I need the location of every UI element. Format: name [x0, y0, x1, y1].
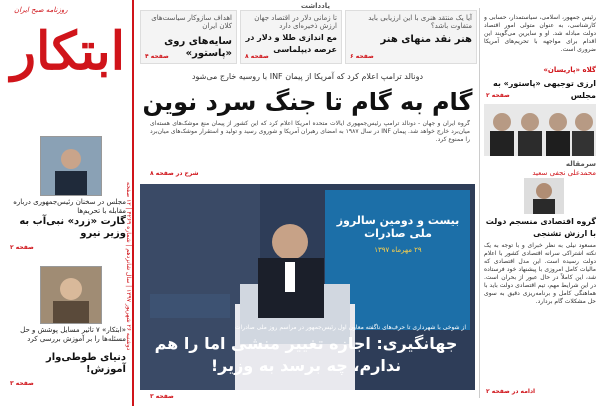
photo-tag[interactable]: صفحه ۳ [150, 393, 174, 400]
top-box-2[interactable] [240, 10, 342, 64]
editorial-tag[interactable]: ادامه در صفحه ۲ [486, 388, 536, 395]
editorial-author: محمدعلی نجفی سعید [532, 169, 596, 177]
main-more-tag[interactable]: شرح در صفحه ۸ [150, 170, 199, 177]
photo-backdrop-date: ۲۹ مهرماه ۱۳۹۷ [374, 246, 422, 254]
top-box-2-kicker: تا زمانی دلار در اقتصاد جهان ارزش ذخیره‌ای دارد [254, 14, 337, 30]
child-photo-icon [41, 267, 101, 323]
left-item2-headline[interactable]: دنیای طوطی‌وار آموزش! [46, 352, 126, 375]
top-box-3-kicker: اهداف سازوکار سیاست‌های کلان ایران [151, 14, 232, 30]
right-intro: رئیس جمهور، اسلامی، سیاستمدار، حسابی و کارشناسی، به عنوان متولی امور اقتصاد دولت مبادله شد. او و سایرین می‌گویند این اقدام برای مواجهه با تحریم‌های آمریکا ضروری است. [484, 14, 596, 53]
left-item2-caption: «ابتکار» ۷ تاثیر مسایل پوشش و حل مسئله‌ها را بر آموزش بررسی کرد [20, 326, 126, 343]
masthead-divider [132, 0, 134, 406]
top-box-2-tag: صفحه ۸ [245, 53, 269, 60]
right-headline[interactable]: ارزی توجیهی «پاستور» به مجلس [492, 79, 596, 100]
left-item2-tag[interactable]: صفحه ۳ [10, 380, 34, 387]
editorial-title[interactable]: گروه اقتصادی منسجم دولت با ارزش تشنجی [485, 217, 596, 238]
left-item2-photo [40, 266, 102, 324]
lead-photo [140, 184, 475, 390]
main-body: گروه ایران و جهان - دونالد ترامپ رئیس‌جمهوری ایالات متحده آمریکا اعلام کرد که این کشور از پیمان منع موشک‌های هسته‌ای میان‌برد خارج خواهد شد. پیمان INF در سال ۱۹۸۷ به امضای رهبران آمریکا و شوروی رسید و تولید و استقرار موشک‌های میان‌برد را ممنوع کرد. [150, 120, 470, 143]
right-tag[interactable]: صفحه ۲ [486, 92, 510, 99]
portrait-icon [41, 137, 101, 195]
photo-headline-2[interactable]: ندارم، چه برسد به وزیر! [210, 356, 402, 375]
issue-line: دوشنبه ۲۶ شهریور ۱۳۹۷ | سال شانزدهم | شماره ۴۲۶۹ | ۱۲ صفحه [125, 181, 132, 350]
right-column-divider [479, 8, 480, 398]
top-box-3-tag: صفحه ۴ [145, 53, 169, 60]
masthead-slogan: روزنامه صبح ایران [14, 6, 68, 14]
top-box-1-kicker: آیا یک منتقد هنری با این ارزیابی باید متفاوت باشد؟ [368, 14, 472, 30]
main-headline[interactable]: گام به گام تا جنگ سرد نوین [142, 88, 473, 116]
masthead-logo: ابتکار [10, 21, 126, 82]
photo-headline-1[interactable]: جهانگیری: اجازه تغییر منشی اما را هم [154, 334, 458, 353]
top-box-1-tag: صفحه ۶ [350, 53, 374, 60]
photo-backdrop-title: بیست و دومین سالروز ملی صادرات [336, 214, 460, 240]
editorial-author-photo [524, 178, 564, 214]
top-box-2-title: مع اندازی طلا و دلار در عرصه دیپلماسی [245, 33, 337, 54]
group-portrait-icon [484, 104, 596, 156]
left-item1-caption: مجلس در سخنان رئیس‌جمهوری درباره مقابله با تحریم‌ها [13, 198, 126, 215]
top-box-1[interactable] [345, 10, 477, 64]
top-kicker-label: یادداشت [300, 2, 330, 10]
right-caption: گلاه «پاریسان» [543, 66, 596, 74]
top-box-1-title: هنر نقد منهای هنر [380, 34, 472, 45]
top-box-3-title: سایه‌های روی «پاستور» [164, 36, 232, 59]
left-item1-photo [40, 136, 102, 196]
top-box-3[interactable] [140, 10, 237, 64]
editorial-label: سرمقاله [565, 160, 596, 168]
editorial-body: مسعود نیلی به نظر خبرای و با توجه به یک نکته اشتراکی سرانه اقتصادی کشور با اعلام دولت رسیده است. این مدل اقتصادی که مالیات کامل امروزی با پیشنهاد خود فرستاده شد، این کاملاً در حال عبور از بحران است. در این شرایط مهم، تیم اقتصادی دولت باید با هماهنگی کامل و برنامه‌ریزی دقیق به سوی حل مشکلات گام بردارد. [484, 242, 596, 305]
main-supra: دونالد ترامپ اعلام کرد که آمریکا از پیمان INF با روسیه خارج می‌شود [191, 72, 424, 81]
left-item1-tag[interactable]: صفحه ۲ [10, 244, 34, 251]
photo-caption-small: از شوخی با شهرداری تا حرف‌های ناگفته معاون اول رئیس‌جمهور در مراسم روز ملی صادرات [234, 324, 466, 331]
author-portrait-icon [524, 178, 564, 214]
ministers-photo [484, 104, 596, 156]
left-item1-headline[interactable]: گارت «زرد» نبی‌آب به وزیر نیرو [19, 216, 126, 239]
